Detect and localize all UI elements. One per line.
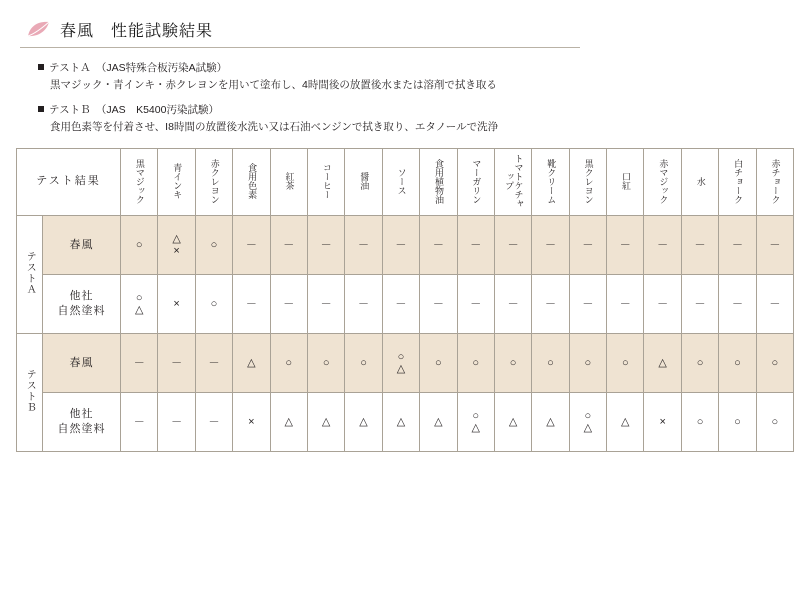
result-cell	[681, 216, 718, 275]
result-cell	[681, 334, 718, 393]
column-header-label: ソース	[396, 167, 407, 195]
note-test-a	[38, 60, 584, 95]
result-cell	[121, 216, 158, 275]
column-header-label: トマトケチャップ	[504, 154, 524, 209]
result-cell	[270, 334, 307, 393]
result-cell	[569, 216, 606, 275]
result-mark: －	[619, 239, 631, 252]
result-mark: △	[434, 416, 443, 429]
title-divider	[20, 47, 580, 48]
result-cell	[307, 216, 344, 275]
bullet-square-icon	[38, 64, 44, 70]
column-header	[457, 149, 494, 216]
column-header-label: 食用色素	[247, 163, 258, 200]
result-cell	[158, 275, 195, 334]
result-mark: －	[283, 298, 295, 311]
result-mark: －	[731, 239, 743, 252]
column-header	[195, 149, 232, 216]
column-header	[644, 149, 681, 216]
result-cell	[644, 275, 681, 334]
column-header-label: 赤クレヨン	[209, 158, 220, 204]
result-cell	[532, 334, 569, 393]
product-row-label: 他社 自然塗料	[43, 393, 121, 452]
table-row	[17, 216, 794, 275]
result-mark: ○	[360, 357, 367, 370]
product-row-label: 他社 自然塗料	[43, 275, 121, 334]
result-cell	[121, 275, 158, 334]
column-header	[569, 149, 606, 216]
result-cell	[233, 334, 270, 393]
column-header-label: 白チョーク	[733, 158, 744, 204]
result-cell	[270, 275, 307, 334]
result-mark: ○	[621, 357, 629, 370]
result-cell	[121, 393, 158, 452]
result-mark: －	[619, 298, 631, 311]
result-cell	[494, 216, 531, 275]
column-header-label: 紅茶	[284, 172, 295, 191]
page-title: 春風 性能試験結果	[60, 23, 214, 40]
product-row-label: 春風	[43, 216, 121, 275]
performance-table	[16, 148, 794, 452]
column-header-label: 靴クリーム	[546, 158, 557, 204]
test-group-label-text: テストＡ	[24, 251, 36, 296]
result-mark: －	[320, 298, 332, 311]
result-cell	[756, 275, 793, 334]
result-mark: △	[658, 357, 667, 370]
result-mark: △	[396, 416, 406, 429]
result-mark: －	[395, 298, 407, 311]
result-mark: －	[358, 298, 370, 311]
result-mark: －	[694, 239, 706, 252]
result-mark: ○	[734, 357, 741, 370]
result-mark: ○	[285, 357, 293, 370]
table-row	[17, 393, 794, 452]
test-notes	[16, 60, 584, 136]
result-cell	[719, 275, 756, 334]
column-header-label: 赤チョーク	[770, 158, 781, 204]
result-cell	[420, 334, 457, 393]
column-header	[158, 149, 195, 216]
result-cell	[345, 216, 382, 275]
result-mark: ○	[547, 357, 554, 370]
result-mark: －	[470, 239, 482, 252]
document-title-row	[16, 18, 584, 41]
result-cell	[195, 216, 232, 275]
result-mark: ○	[509, 357, 517, 370]
result-mark: －	[769, 298, 781, 311]
result-mark: －	[320, 239, 332, 252]
result-mark: －	[582, 239, 594, 252]
result-cell	[307, 275, 344, 334]
column-header	[756, 149, 793, 216]
result-cell	[532, 393, 569, 452]
result-cell	[756, 216, 793, 275]
result-mark: －	[657, 239, 669, 252]
result-cell	[121, 334, 158, 393]
result-cell	[457, 393, 494, 452]
result-cell	[644, 393, 681, 452]
result-mark: ○	[322, 357, 330, 370]
result-cell	[270, 216, 307, 275]
result-cell	[532, 216, 569, 275]
result-cell	[569, 275, 606, 334]
table-body	[17, 216, 794, 452]
note-a-heading-text: テストＡ （JAS特殊合板汚染A試験）	[49, 62, 228, 74]
result-cell	[382, 216, 419, 275]
column-header	[233, 149, 270, 216]
result-cell	[195, 393, 232, 452]
result-mark: －	[582, 298, 594, 311]
result-mark: －	[470, 298, 482, 311]
result-mark: ○	[210, 298, 218, 311]
result-cell	[532, 275, 569, 334]
column-header	[307, 149, 344, 216]
result-cell	[457, 216, 494, 275]
result-cell	[607, 275, 644, 334]
result-mark: △	[621, 416, 630, 429]
result-cell	[345, 334, 382, 393]
column-header	[719, 149, 756, 216]
result-mark: ○	[734, 416, 741, 429]
result-cell	[494, 393, 531, 452]
column-header	[382, 149, 419, 216]
column-header	[270, 149, 307, 216]
result-cell	[345, 393, 382, 452]
result-mark: －	[358, 239, 370, 252]
result-mark: ○	[135, 239, 143, 252]
result-mark: －	[544, 239, 556, 252]
result-cell	[307, 393, 344, 452]
result-mark: ○	[210, 239, 218, 252]
result-cell	[382, 334, 419, 393]
table-row	[17, 334, 794, 393]
result-cell	[195, 275, 232, 334]
column-header-label: マーガリン	[471, 158, 482, 204]
result-mark: －	[432, 298, 444, 311]
result-cell	[607, 393, 644, 452]
result-mark: －	[432, 239, 444, 252]
bullet-square-icon	[38, 106, 44, 112]
result-cell	[756, 393, 793, 452]
result-cell	[569, 334, 606, 393]
column-header-label: 食用植物油	[434, 158, 445, 204]
note-b-heading-text: テストＢ （JAS K5400汚染試験）	[49, 103, 219, 116]
note-test-b	[38, 102, 584, 137]
result-cell	[457, 334, 494, 393]
note-a-detail: 黒マジック・青インキ・赤クレヨンを用いて塗布し、4時間後の放置後水または溶剤で拭き取る	[50, 79, 497, 92]
result-mark: －	[507, 239, 519, 252]
result-mark: －	[245, 298, 257, 311]
result-mark: ○	[696, 357, 704, 370]
result-cell	[158, 216, 195, 275]
result-cell	[382, 275, 419, 334]
result-mark: －	[283, 239, 295, 252]
result-mark: ○ △	[583, 410, 593, 435]
result-mark: －	[769, 239, 781, 252]
result-mark: ○	[771, 416, 779, 429]
table-corner-label: テスト結果	[17, 149, 121, 216]
result-mark: ○	[434, 357, 442, 370]
result-mark: △	[508, 416, 518, 429]
result-mark: ○ △	[471, 410, 480, 435]
result-cell	[607, 334, 644, 393]
result-cell	[307, 334, 344, 393]
table-row	[17, 275, 794, 334]
column-header	[607, 149, 644, 216]
result-mark: △	[359, 416, 368, 429]
result-mark: ○	[584, 357, 592, 370]
result-mark: ○ △	[396, 351, 406, 376]
result-mark: ×	[659, 416, 666, 429]
result-cell	[681, 393, 718, 452]
result-cell	[719, 393, 756, 452]
result-cell	[158, 393, 195, 452]
result-cell	[382, 393, 419, 452]
result-mark: －	[731, 298, 743, 311]
result-mark: －	[171, 357, 183, 370]
result-cell	[681, 275, 718, 334]
result-cell	[233, 275, 270, 334]
note-b-detail: 食用色素等を付着させ、I8時間の放置後水洗い又は石油ベンジンで拭き取り、エタノールで洗浄	[50, 120, 499, 133]
result-mark: －	[544, 298, 556, 311]
result-cell	[233, 216, 270, 275]
result-mark: －	[395, 239, 407, 252]
result-mark: ○	[696, 416, 704, 429]
result-mark: －	[208, 416, 220, 429]
result-cell	[494, 334, 531, 393]
result-mark: －	[657, 298, 669, 311]
column-header	[681, 149, 718, 216]
result-cell	[607, 216, 644, 275]
result-mark: －	[245, 239, 257, 252]
result-cell	[569, 393, 606, 452]
result-mark: △ ×	[172, 233, 181, 258]
column-header-label: 黒クレヨン	[583, 158, 594, 204]
result-mark: ○	[472, 357, 480, 370]
result-mark: ×	[173, 298, 180, 311]
result-mark: ×	[248, 416, 255, 429]
result-cell	[270, 393, 307, 452]
column-header	[345, 149, 382, 216]
column-header-label: 赤マジック	[658, 158, 669, 204]
result-mark: ○	[771, 357, 779, 370]
result-cell	[420, 216, 457, 275]
column-header	[494, 149, 531, 216]
table-header	[17, 149, 794, 216]
column-header-label: 黒マジック	[134, 158, 145, 204]
note-b-heading	[38, 102, 584, 119]
result-cell	[719, 216, 756, 275]
table-header-row	[17, 149, 794, 216]
result-mark: －	[133, 357, 145, 370]
column-header-label: 口紅	[620, 172, 631, 191]
result-cell	[756, 334, 793, 393]
column-header-label: 青インキ	[172, 163, 183, 200]
result-mark: －	[507, 298, 519, 311]
column-header	[121, 149, 158, 216]
column-header-label: 醤油	[359, 172, 370, 191]
result-cell	[457, 275, 494, 334]
product-row-label: 春風	[43, 334, 121, 393]
result-cell	[719, 334, 756, 393]
test-group-label	[17, 216, 43, 334]
result-mark: △	[247, 357, 256, 370]
result-mark: △	[546, 416, 555, 429]
result-cell	[420, 275, 457, 334]
result-cell	[233, 393, 270, 452]
result-cell	[644, 216, 681, 275]
column-header	[532, 149, 569, 216]
result-cell	[494, 275, 531, 334]
result-cell	[345, 275, 382, 334]
column-header-label: 水	[695, 176, 706, 186]
result-mark: ○ △	[134, 292, 144, 317]
result-mark: △	[321, 416, 331, 429]
result-mark: －	[133, 416, 145, 429]
result-cell	[158, 334, 195, 393]
result-mark: －	[694, 298, 706, 311]
sakura-petal-icon	[26, 20, 52, 40]
column-header-label: コーヒー	[321, 163, 332, 200]
result-mark: －	[208, 357, 220, 370]
test-group-label	[17, 334, 43, 452]
note-a-heading	[38, 60, 584, 77]
test-group-label-text: テストＢ	[24, 369, 36, 414]
result-mark: －	[171, 416, 183, 429]
result-cell	[420, 393, 457, 452]
result-cell	[195, 334, 232, 393]
result-mark: △	[284, 416, 293, 429]
column-header	[420, 149, 457, 216]
result-cell	[644, 334, 681, 393]
